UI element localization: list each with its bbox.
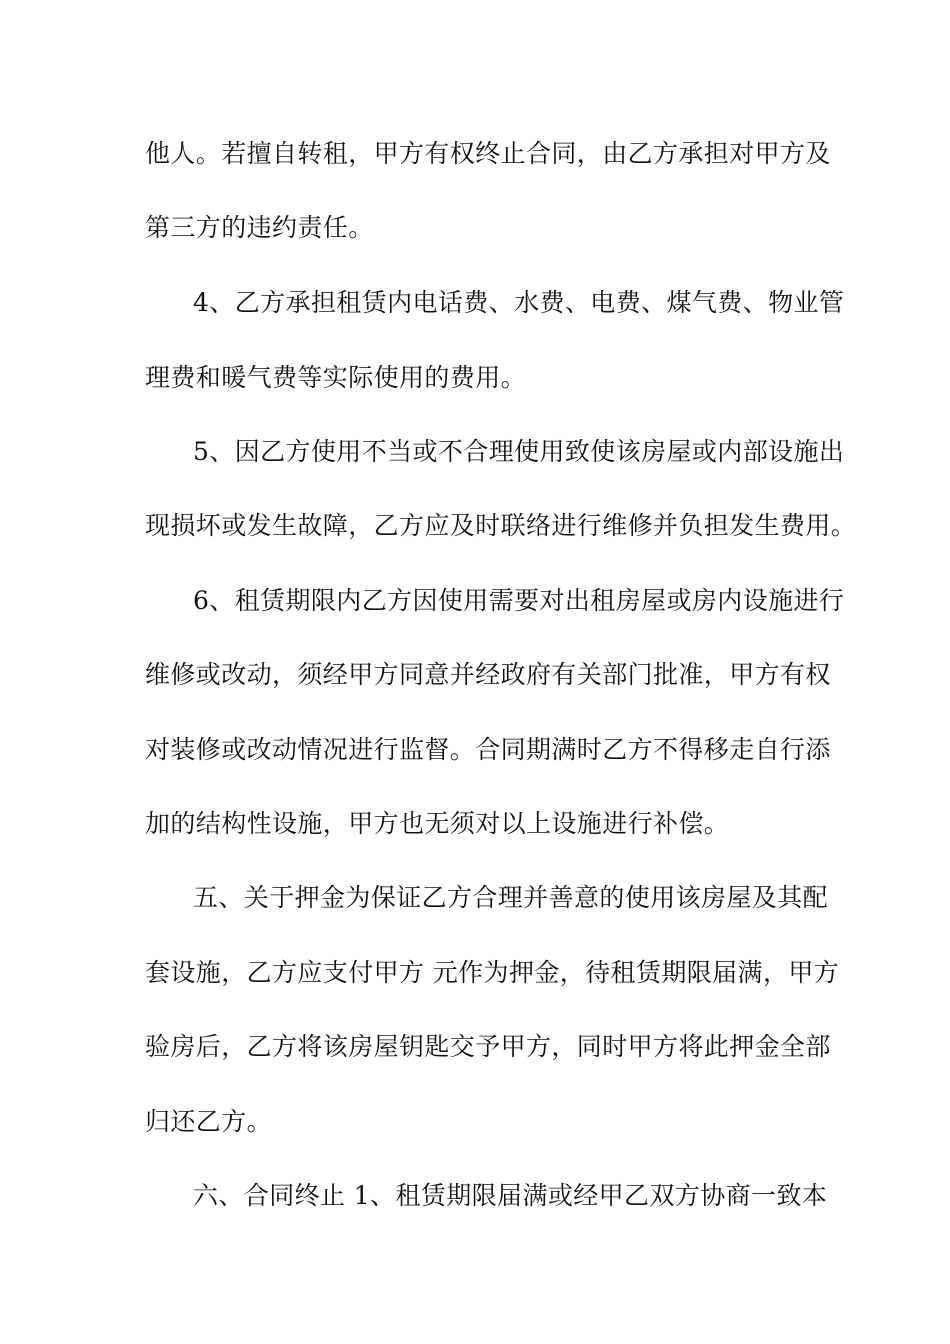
paragraph-item-5: 5、因乙方使用不当或不合理使用致使该房屋或内部设施出 bbox=[193, 437, 845, 466]
text-line: 归还乙方。 bbox=[145, 1107, 273, 1136]
text-line: 对装修或改动情况进行监督。合同期满时乙方不得移走自行添 bbox=[145, 735, 831, 764]
text-line: 套设施，乙方应支付甲方 元作为押金，待租赁期限届满，甲方 bbox=[145, 958, 840, 987]
text-line: 现损坏或发生故障，乙方应及时联络进行维修并负担发生费用。 bbox=[145, 511, 857, 540]
text-line: 加的结构性设施，甲方也无须对以上设施进行补偿。 bbox=[145, 809, 730, 838]
text-line: 理费和暖气费等实际使用的费用。 bbox=[145, 363, 527, 392]
text-line: 第三方的违约责任。 bbox=[145, 213, 374, 242]
section-six-heading-line: 六、合同终止 1、租赁期限届满或经甲乙双方协商一致本 bbox=[193, 1181, 828, 1210]
paragraph-item-6: 6、租赁期限内乙方因使用需要对出租房屋或房内设施进行 bbox=[193, 586, 845, 615]
text-line: 维修或改动，须经甲方同意并经政府有关部门批准，甲方有权 bbox=[145, 660, 831, 689]
section-five-heading-line: 五、关于押金为保证乙方合理并善意的使用该房屋及其配 bbox=[193, 883, 829, 912]
text-line: 验房后，乙方将该房屋钥匙交予甲方，同时甲方将此押金全部 bbox=[145, 1032, 831, 1061]
text-line: 他人。若擅自转租，甲方有权终止合同，由乙方承担对甲方及 bbox=[145, 139, 831, 168]
paragraph-item-4: 4、乙方承担租赁内电话费、水费、电费、煤气费、物业管 bbox=[193, 288, 845, 317]
